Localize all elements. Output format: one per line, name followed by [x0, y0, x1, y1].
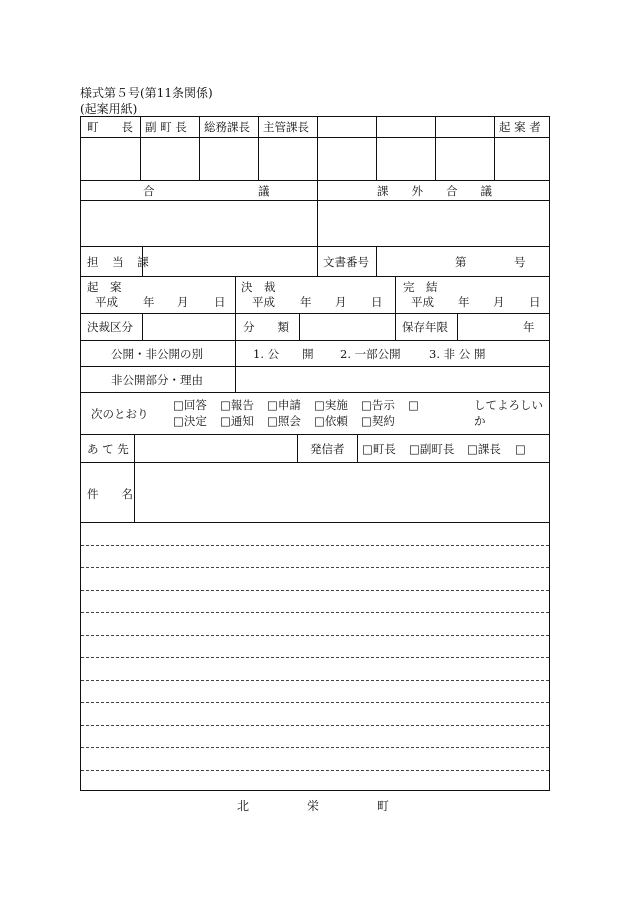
ruled-line	[81, 545, 549, 546]
decided-year: 年	[300, 295, 312, 309]
ruled-line	[81, 612, 549, 613]
action-suffix-line1: してよろしい	[474, 398, 543, 412]
disclosure-option-private[interactable]: 3. 非 公 開	[429, 347, 486, 361]
ruled-line	[81, 657, 549, 658]
disclosure-option-partial[interactable]: 2. 一部公開	[340, 347, 401, 361]
stamp-box-drafter[interactable]	[495, 139, 549, 179]
decision-type-field[interactable]	[144, 316, 233, 339]
action-notice-checkbox[interactable]: □告示	[361, 398, 395, 412]
action-decide-checkbox[interactable]: □決定	[173, 414, 207, 428]
dates-row	[81, 277, 549, 314]
nondisclosure-reason-label: 非公開部分・理由	[111, 373, 203, 387]
retention-label: 保存年限	[402, 320, 448, 334]
action-row	[81, 393, 549, 435]
form-type-label: (起案用紙)	[80, 102, 138, 116]
addressee-field[interactable]	[136, 437, 295, 461]
internal-consultation-box[interactable]	[82, 202, 315, 245]
drafted-year: 年	[143, 295, 155, 309]
stamp-box-supervising-chief[interactable]	[259, 139, 315, 179]
drafted-month: 月	[177, 295, 189, 309]
body-text-area[interactable]	[81, 523, 549, 790]
completed-label: 完 結	[403, 280, 438, 294]
action-notify-checkbox[interactable]: □通知	[220, 414, 254, 428]
responsible-dept-label: 担 当 課	[87, 255, 154, 269]
action-label: 次のとおり	[91, 407, 149, 421]
action-other-checkbox[interactable]: □	[408, 398, 419, 412]
ruled-line	[81, 747, 549, 748]
responsible-dept-field[interactable]	[144, 249, 315, 275]
ruled-line	[81, 680, 549, 681]
form-number: 様式第５号(第11条関係)	[80, 86, 213, 100]
action-application-checkbox[interactable]: □申請	[267, 398, 301, 412]
doc-number-dai: 第	[455, 255, 467, 269]
subject-label: 件 名	[87, 487, 133, 501]
addressee-label: あ て 先	[87, 442, 129, 456]
approval-stamp-row	[81, 117, 549, 181]
approval-col-supervising-chief: 主管課長	[263, 120, 309, 134]
action-request-checkbox[interactable]: □依頼	[314, 414, 348, 428]
stamp-box-mayor[interactable]	[82, 139, 138, 179]
footer-char-3: 町	[377, 799, 390, 813]
sender-chief-checkbox[interactable]: □課長	[467, 442, 501, 456]
category-label: 分 類	[243, 320, 289, 334]
internal-consultation-label: 合 議	[143, 184, 270, 198]
completed-year: 年	[458, 295, 470, 309]
retention-year-unit: 年	[523, 320, 535, 334]
external-consultation-label: 課 外 合 議	[377, 184, 492, 198]
nondisclosure-reason-field[interactable]	[237, 369, 549, 391]
nondisclosure-reason-row	[81, 367, 549, 393]
decided-label: 決 裁	[241, 280, 276, 294]
action-implement-checkbox[interactable]: □実施	[314, 398, 348, 412]
completed-month: 月	[493, 295, 505, 309]
decided-era: 平成	[252, 295, 275, 309]
sender-other-checkbox[interactable]: □	[515, 442, 526, 456]
drafted-label: 起 案	[87, 280, 122, 294]
category-field[interactable]	[301, 316, 393, 339]
draft-form	[80, 116, 550, 791]
approval-col-mayor: 町 長	[87, 120, 133, 134]
action-contract-checkbox[interactable]: □契約	[361, 414, 395, 428]
sender-mayor-checkbox[interactable]: □町長	[362, 442, 396, 456]
disclosure-label: 公開・非公開の別	[111, 347, 203, 361]
doc-number-label: 文書番号	[323, 255, 369, 269]
ruled-line	[81, 590, 549, 591]
disclosure-option-public[interactable]: 1. 公 開	[253, 347, 314, 361]
stamp-box-general-affairs-chief[interactable]	[200, 139, 256, 179]
addressee-row	[81, 435, 549, 463]
ruled-line	[81, 725, 549, 726]
consultation-row	[81, 181, 549, 247]
decided-day: 日	[371, 295, 383, 309]
footer-char-2: 栄	[307, 799, 320, 813]
ruled-line	[81, 702, 549, 703]
decision-type-label: 決裁区分	[87, 320, 133, 334]
subject-row	[81, 463, 549, 523]
drafted-day: 日	[214, 295, 226, 309]
approval-col-deputy-mayor: 副 町 長	[145, 120, 187, 134]
external-consultation-box[interactable]	[319, 202, 549, 245]
action-inquiry-checkbox[interactable]: □照会	[267, 414, 301, 428]
subject-field[interactable]	[136, 465, 549, 521]
doc-number-go: 号	[514, 255, 526, 269]
decided-month: 月	[335, 295, 347, 309]
completed-day: 日	[529, 295, 541, 309]
responsible-dept-row	[81, 247, 549, 277]
classification-row	[81, 314, 549, 341]
stamp-box-deputy-mayor[interactable]	[141, 139, 197, 179]
ruled-line	[81, 567, 549, 568]
completed-era: 平成	[411, 295, 434, 309]
ruled-line	[81, 635, 549, 636]
action-suffix-line2: か	[474, 414, 486, 428]
action-report-checkbox[interactable]: □報告	[220, 398, 254, 412]
disclosure-row	[81, 341, 549, 367]
approval-col-general-affairs-chief: 総務課長	[204, 120, 250, 134]
action-answer-checkbox[interactable]: □回答	[173, 398, 207, 412]
ruled-line	[81, 770, 549, 771]
footer-char-1: 北	[237, 799, 250, 813]
sender-deputy-mayor-checkbox[interactable]: □副町長	[409, 442, 455, 456]
sender-label: 発信者	[310, 442, 345, 456]
drafted-era: 平成	[95, 295, 118, 309]
approval-col-drafter: 起 案 者	[499, 120, 541, 134]
